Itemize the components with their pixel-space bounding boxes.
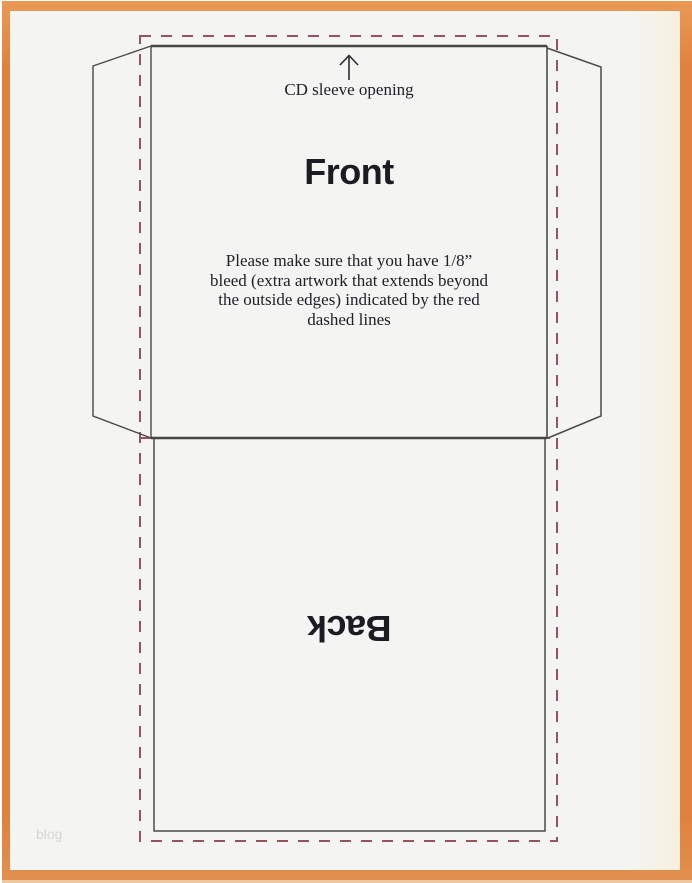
blog-watermark: blog	[36, 826, 63, 842]
bleed-note-line: bleed (extra artwork that extends beyond	[209, 270, 489, 290]
bleed-instruction-note	[161, 251, 537, 329]
front-panel-title: Front	[304, 151, 394, 192]
bleed-note-line: Please make sure that you have 1/8”	[225, 251, 473, 270]
right-flap-outline	[547, 48, 601, 438]
bleed-note-line: the outside edges) indicated by the red	[218, 290, 480, 309]
up-arrow-icon	[340, 56, 358, 81]
back-panel-title: Back	[307, 608, 392, 649]
left-flap-outline	[93, 46, 151, 438]
cd-sleeve-opening-label: CD sleeve opening	[284, 80, 414, 99]
bleed-note-line: dashed lines	[307, 309, 391, 329]
